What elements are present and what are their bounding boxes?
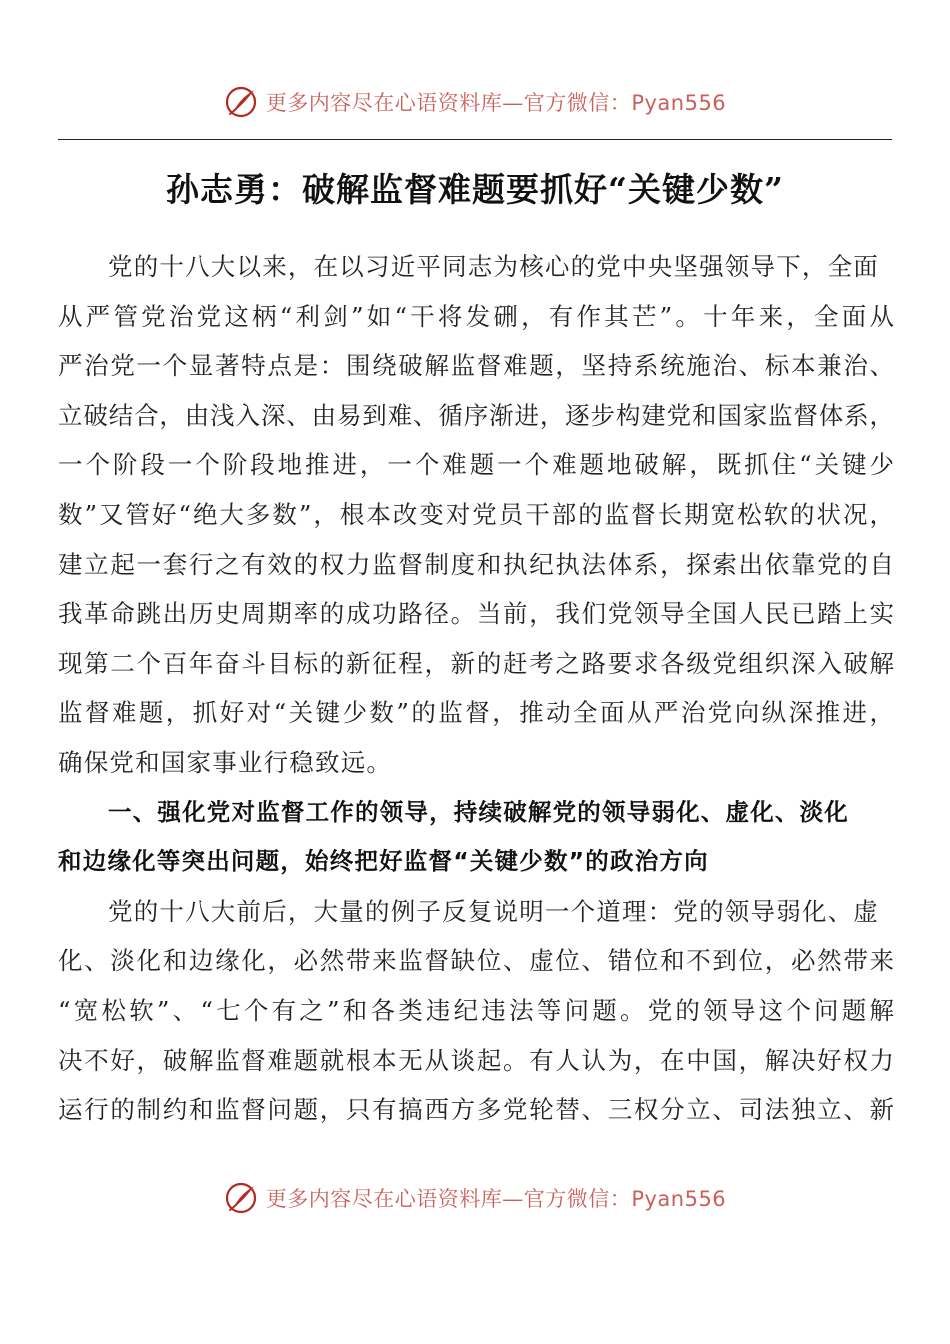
quill-logo-icon: [224, 1181, 258, 1215]
section-heading-line: 和边缘化等突出问题，始终把好监督“关键少数”的政治方向: [58, 847, 709, 876]
banner-text: 更多内容尽在心语资料库—官方微信：Pyan556: [265, 91, 727, 115]
paragraph-line: 一个阶段一个阶段地推进，一个难题一个难题地破解，既抓住“关键少: [58, 450, 894, 480]
section-heading-line: 一、强化党对监督工作的领导，持续破解党的领导弱化、虚化、淡化: [108, 797, 849, 826]
banner-text: 更多内容尽在心语资料库—官方微信：Pyan556: [265, 1187, 727, 1211]
paragraph-line: 运行的制约和监督问题，只有搞西方多党轮替、三权分立、司法独立、新: [58, 1095, 894, 1125]
footer-banner: [0, 1178, 950, 1218]
paragraph-line: 党的十八大以来，在以习近平同志为核心的党中央坚强领导下，全面: [108, 252, 879, 281]
paragraph-line: 数”又管好“绝大多数”，根本改变对党员干部的监督长期宽松软的状况，: [58, 499, 894, 529]
paragraph-line: “宽松软”、“七个有之”和各类违纪违法等问题。党的领导这个问题解: [58, 995, 894, 1025]
paragraph-line: 确保党和国家事业行稳致远。: [58, 747, 393, 777]
paragraph-line: 化、淡化和边缘化，必然带来监督缺位、虚位、错位和不到位，必然带来: [58, 946, 894, 976]
document-title: 孙志勇：破解监督难题要抓好“关键少数”: [166, 170, 784, 209]
paragraph-line: 严治党一个显著特点是：围绕破解监督难题，坚持系统施治、标本兼治、: [58, 351, 894, 381]
document-body: [58, 242, 894, 1135]
paragraph-line: 党的十八大前后，大量的例子反复说明一个道理：党的领导弱化、虚: [108, 896, 879, 926]
paragraph-line: 建立起一套行之有效的权力监督制度和执纪执法体系，探索出依靠党的自: [58, 549, 894, 579]
wechat-id: Pyan556: [631, 1187, 727, 1211]
quill-logo-icon: [224, 85, 258, 119]
paragraph-line: 监督难题，抓好对“关键少数”的监督，推动全面从严治党向纵深推进，: [58, 698, 894, 728]
wechat-id: Pyan556: [631, 91, 727, 115]
paragraph-line: 立破结合，由浅入深、由易到难、循序渐进，逐步构建党和国家监督体系，: [58, 400, 894, 430]
paragraph-line: 从严管党治党这柄“利剑”如“干将发硎，有作其芒”。十年来，全面从: [58, 301, 894, 331]
header-divider: [58, 139, 892, 140]
paragraph-line: 决不好，破解监督难题就根本无从谈起。有人认为，在中国，解决好权力: [58, 1045, 894, 1075]
paragraph-line: 我革命跳出历史周期率的成功路径。当前，我们党领导全国人民已踏上实: [58, 599, 894, 629]
paragraph-line: 现第二个百年奋斗目标的新征程，新的赶考之路要求各级党组织深入破解: [58, 648, 894, 678]
header-banner: [0, 82, 950, 122]
